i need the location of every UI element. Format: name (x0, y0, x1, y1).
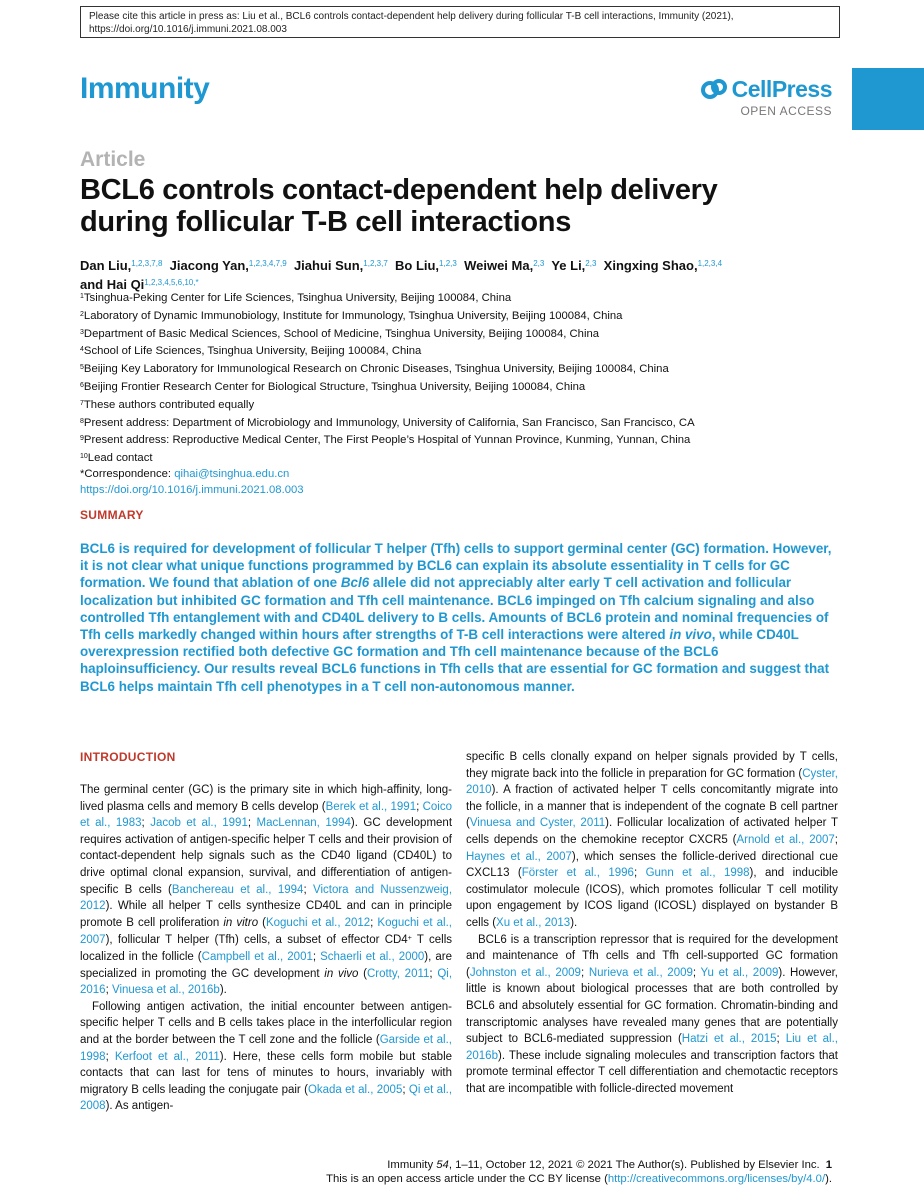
paragraph: specific B cells clonally expand on helper signals provided by T cells, they migrate back into the follicle in preparation for GC formation (Cyster, 2010). A fraction of activated helper T cells concomitantly migrate into the follicle, in a manner that is independent of the cognate B cell partner (Vinuesa and Cyster, 2011). Follicular localization of activated helper T cells depends on the chemokine receptor CXCR5 (Arnold et al., 2007; Haynes et al., 2007), which senses the follicle-derived directional cue CXCL13 (Förster et al., 1996; Gunn et al., 1998), and inducible costimulator molecule (ICOS), which promotes follicular T cell motility upon engagement by ICOS ligand (ICOSL) displayed on bystander B cells (Xu et al., 2013). (466, 751, 839, 929)
article-title (80, 174, 840, 238)
author-name: Weiwei Ma, (464, 258, 534, 273)
reference-link[interactable]: Victora and Nussenzweig, 2012 (80, 883, 453, 913)
reference-link[interactable]: Johnston et al., 2009 (469, 966, 581, 979)
reference-link[interactable]: Haynes et al., 2007 (466, 850, 572, 863)
page-footer (326, 1158, 832, 1186)
paragraph: The germinal center (GC) is the primary site in which high-affinity, long-lived plasma cells and memory B cells develop (Berek et al., 1991; Coico et al., 1983; Jacob et al., 1991; MacLennan, 1994). GC development requires activation of antigen-specific helper T cells and their provision of contact-dependent help signals such as the CD40 ligand (CD40L) to drive optimal clonal expansion, survival, and differentiation of antigen-specific B cells (Banchereau et al., 1994; Victora and Nussenzweig, 2012). While all helper T cells synthesize CD40L and can in principle promote B cell proliferation in vitro (Koguchi et al., 2012; Koguchi et al., 2007), follicular T helper (Tfh) cells, a subset of effector CD4+ T cells localized in the follicle (Campbell et al., 2001; Schaerli et al., 2000), are specialized in promoting the GC development in vivo (Crotty, 2011; Qi, 2016; Vinuesa et al., 2016b). (80, 784, 453, 997)
author-name: Bo Liu, (395, 258, 440, 273)
publisher-name: CellPress (731, 76, 832, 102)
reference-link[interactable]: Kerfoot et al., 2011 (114, 1050, 220, 1063)
author-name: Jiacong Yan, (169, 258, 249, 273)
affiliation-item: $^8$Present address: Department of Microbiology and Immunology, University of California, San Francisco, San Francisco, CA (80, 416, 695, 429)
affiliation-item: $^{10}$Lead contact (80, 452, 153, 465)
reference-link[interactable]: Campbell et al., 2001 (201, 950, 313, 963)
reference-link[interactable]: Banchereau et al., 1994 (171, 883, 304, 896)
title-line-2: during follicular T-B cell interactions (80, 206, 572, 238)
author-affil-sup[interactable]: 2,3 (585, 259, 597, 268)
author-name: Dan Liu, (80, 258, 132, 273)
summary-heading: SUMMARY (80, 508, 144, 522)
reference-link[interactable]: Garside et al., 1998 (80, 1033, 452, 1063)
page-number: 1 (825, 1159, 832, 1171)
reference-link[interactable]: Schaerli et al., 2000 (320, 950, 425, 963)
footer-citation: Immunity 54, 1–11, October 12, 2021 © 2021 The Author(s). Published by Elsevier Inc. 1 (387, 1159, 832, 1171)
reference-link[interactable]: Cyster, 2010 (466, 767, 838, 797)
license-link[interactable]: http://creativecommons.org/licenses/by/4.0/ (607, 1173, 826, 1185)
introduction-heading: INTRODUCTION (80, 750, 176, 764)
reference-link[interactable]: Förster et al., 1996 (521, 867, 634, 880)
reference-link[interactable]: Qi et al., 2008 (80, 1083, 453, 1113)
reference-link[interactable]: Berek et al., 1991 (325, 800, 417, 813)
author-list (80, 255, 840, 293)
affiliation-item: $^3$Department of Basic Medical Sciences, School of Medicine, Tsinghua University, Beijing 100084, China (80, 327, 600, 340)
body-column-left (80, 782, 452, 1115)
reference-link[interactable]: MacLennan, 1994 (256, 817, 351, 830)
author-name: Xingxing Shao, (603, 258, 698, 273)
affiliation-item: $^9$Present address: Reproductive Medical Center, The First People’s Hospital of Yunnan Province, Kunming, Yunnan, China (80, 434, 691, 447)
author-name: Jiahui Sun, (293, 258, 364, 273)
author-name: Ye Li, (551, 258, 586, 273)
author-affil-sup[interactable]: 1,2,3 (439, 259, 457, 268)
affiliation-item: $^1$Tsinghua-Peking Center for Life Sciences, Tsinghua University, Beijing 100084, China (80, 292, 512, 304)
reference-link[interactable]: Yu et al., 2009 (700, 966, 779, 979)
author-affil-sup[interactable]: 1,2,3,4,5,6,10,* (144, 278, 199, 287)
affiliation-item: $^6$Beijing Frontier Research Center for Biological Structure, Tsinghua University, Beijing 100084, China (80, 380, 586, 393)
reference-link[interactable]: Coico et al., 1983 (80, 800, 453, 830)
summary-text: BCL6 is required for development of follicular T helper (Tfh) cells to support germinal center (GC) formation. However, it is not clear what unique functions programmed by BCL6 can explain its absolute essentiality in T cells for GC formation. We found that ablation of one Bcl6 allele did not appreciably alter early T cell activation and follicular localization but inhibited GC formation and Tfh cell maintenance. BCL6 impinged on Tfh calcium signaling and also controlled Tfh entanglement with and CD40L delivery to B cells. Amounts of BCL6 protein and nominal frequencies of Tfh cells markedly changed within hours after strengths of T-B cell interactions were altered in vivo, while CD40L overexpression rectified both defective GC formation and Tfh cell maintenance because of the BCL6 haploinsufficiency. Our results reveal BCL6 functions in Tfh cells that are essential for GC formation and suggest that BCL6 helps maintain Tfh cell phenotypes in a T cell non-autonomous manner. (80, 541, 832, 694)
author-affil-sup[interactable]: 1,2,3,7,8 (131, 259, 163, 268)
citation-box (80, 6, 840, 38)
affiliation-item: $^5$Beijing Key Laboratory for Immunological Research on Chronic Diseases, Tsinghua University, Beijing 100084, China (80, 363, 669, 376)
reference-link[interactable]: Gunn et al., 1998 (645, 867, 750, 880)
journal-name: Immunity (80, 72, 210, 105)
reference-link[interactable]: Vinuesa and Cyster, 2011 (469, 817, 606, 830)
paragraph: Following antigen activation, the initial encounter between antigen-specific helper T cells and B cells takes place in the interfollicular region and at the border between the T cell zone and the follicle (Garside et al., 1998; Kerfoot et al., 2011). Here, these cells form mobile but stable contacts that can last for tens of minutes to hours, invariably with migratory B cells leading the conjugate pair (Okada et al., 2005; Qi et al., 2008). As antigen- (80, 1000, 453, 1113)
correspondence: *Correspondence: qihai@tsinghua.edu.cn (80, 467, 290, 480)
affiliation-item: $^7$These authors contributed equally (80, 398, 255, 411)
cellpress-logo-icon (701, 78, 727, 102)
author-affil-sup[interactable]: 1,2,3,4,7,9 (248, 259, 287, 268)
reference-link[interactable]: Okada et al., 2005 (307, 1083, 403, 1096)
title-line-1: BCL6 controls contact-dependent help delivery (80, 174, 718, 206)
reference-link[interactable]: Koguchi et al., 2012 (265, 916, 371, 929)
reference-link[interactable]: Koguchi et al., 2007 (80, 916, 452, 947)
reference-link[interactable]: Nurieva et al., 2009 (588, 966, 693, 979)
reference-link[interactable]: Hatzi et al., 2015 (681, 1033, 777, 1046)
citation-line-1: Please cite this article in press as: Liu et al., BCL6 controls contact-dependent help delivery during follicular T-B cell interactions, Immunity (2021), (89, 11, 734, 22)
affiliation-item: $^2$Laboratory of Dynamic Immunobiology, Institute for Immunology, Tsinghua University, Beijing 100084, China (80, 309, 623, 322)
author-affil-sup[interactable]: 1,2,3,4 (697, 259, 723, 268)
body-column-right (466, 749, 838, 1097)
article-type: Article (80, 148, 146, 171)
edge-tab (852, 68, 924, 130)
publisher-logo (701, 76, 832, 118)
reference-link[interactable]: Liu et al., 2016b (466, 1033, 838, 1062)
reference-link[interactable]: Jacob et al., 1991 (150, 817, 248, 830)
paragraph: BCL6 is a transcription repressor that is required for the development and maintenance of Tfh cells and Tfh cell-supported GC formation (Johnston et al., 2009; Nurieva et al., 2009; Yu et al., 2009). However, little is known about biological processes that are both controlled by BCL6 and absolutely essential for GC formation. Chromatin-binding and transcriptomic analyses have revealed many genes that are potentially subject to BCL6-mediated suppression (Hatzi et al., 2015; Liu et al., 2016b). These include signaling molecules and transcription factors that promote terminal effector T cell differentiation and chemotactic receptors that are incompatible with follicle-directed movement (466, 933, 838, 1095)
doi-link[interactable]: https://doi.org/10.1016/j.immuni.2021.08.003 (80, 483, 304, 496)
reference-link[interactable]: Crotty, 2011 (366, 967, 430, 980)
affiliation-item: $^4$School of Life Sciences, Tsinghua University, Beijing 100084, China (80, 345, 422, 358)
reference-link[interactable]: Vinuesa et al., 2016b (111, 984, 220, 997)
reference-link[interactable]: Qi, 2016 (80, 967, 453, 997)
open-access-label: OPEN ACCESS (740, 104, 832, 118)
affiliation-list (80, 289, 840, 499)
author-affil-sup[interactable]: 2,3 (533, 259, 545, 268)
correspondence-email-link[interactable]: qihai@tsinghua.edu.cn (174, 467, 290, 480)
footer-license: This is an open access article under the CC BY license (http://creativecommons.org/licenses/by/4.0/). (326, 1173, 832, 1185)
author-name: and Hai Qi (80, 277, 145, 292)
citation-doi-link[interactable]: https://doi.org/10.1016/j.immuni.2021.08.003 (89, 24, 287, 35)
reference-link[interactable]: Arnold et al., 2007 (736, 833, 835, 846)
author-affil-sup[interactable]: 1,2,3,7 (363, 259, 388, 268)
reference-link[interactable]: Xu et al., 2013 (496, 916, 571, 929)
